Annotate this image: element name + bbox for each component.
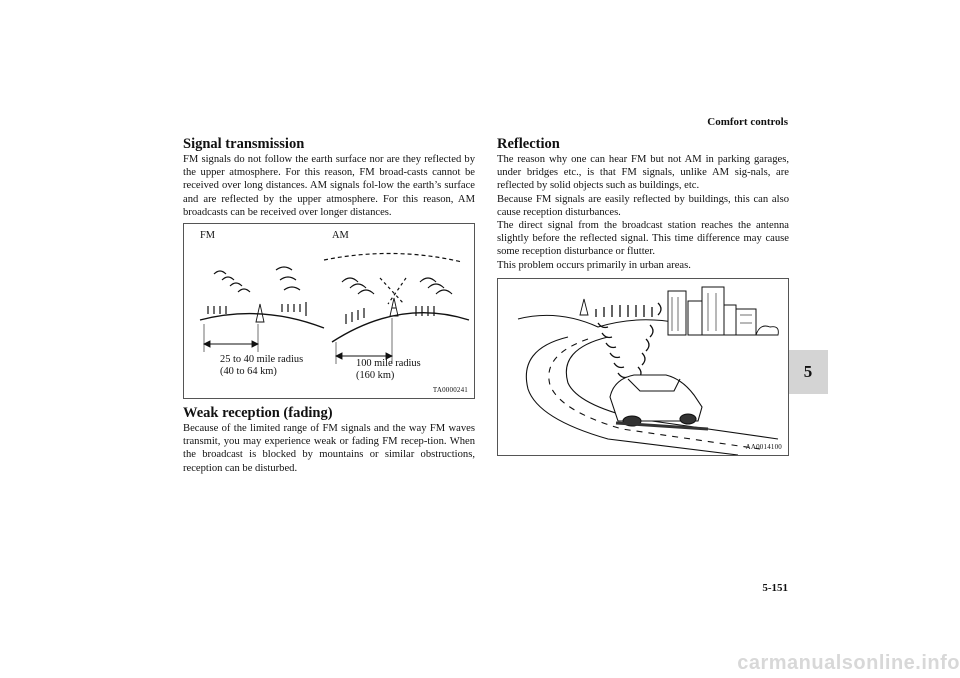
chapter-tab	[788, 350, 828, 394]
heading-weak-reception: Weak reception (fading)	[183, 405, 333, 422]
page-number: 5-151	[762, 582, 788, 594]
reflection-figure	[497, 278, 789, 456]
right-column	[497, 136, 789, 462]
fm-label: FM	[200, 230, 216, 242]
paragraph-weak-reception: Because of the limited range of FM signals and the way FM waves transmit, you may experience weak or fading FM recep-tion. When the broadcast is blocked by mountains or similar obstructions, reception can be disturbed.	[183, 423, 475, 474]
left-column	[183, 136, 475, 475]
reflection-illustration	[498, 279, 788, 455]
paragraph-reflection-3: The direct signal from the broadcast station reaches the antenna slightly before the reflected signal. This time difference may cause some reception disturbance or flutter.	[497, 220, 789, 258]
figure-code: AA0014100	[745, 442, 782, 451]
watermark: carmanualsonline.info	[737, 652, 960, 674]
heading-reflection: Reflection	[497, 136, 560, 152]
heading-signal-transmission: Signal transmission	[183, 136, 305, 152]
fm-radius-km-label: (40 to 64 km)	[220, 366, 277, 378]
paragraph-reflection-2: Because FM signals are easily reflected by buildings, this can also cause reception disturbances.	[497, 193, 789, 218]
paragraph-signal-transmission: FM signals do not follow the earth surface nor are they reflected by the upper atmosphere. For this reason, FM broad-casts cannot be received over long distances. AM signals fol-low the earth’s surface and are reflected by the upper atmosphere. For this reason, AM broadcasts can be received over longer distances.	[183, 154, 475, 218]
am-label: AM	[332, 230, 349, 242]
page-header-title: Comfort controls	[707, 116, 788, 128]
fm-radius-label: 25 to 40 mile radius	[220, 354, 304, 366]
figure-code: TA0000241	[432, 386, 468, 395]
paragraph-reflection-1: The reason why one can hear FM but not AM in parking garages, under bridges etc., is that FM signals, unlike AM sig-nals, are reflected by solid objects such as buildings, etc.	[497, 154, 789, 192]
chapter-number: 5	[803, 362, 813, 381]
fm-am-range-figure	[183, 223, 475, 399]
am-radius-km-label: (160 km)	[356, 370, 395, 382]
am-radius-label: 100 mile radius	[356, 358, 421, 370]
paragraph-reflection-4: This problem occurs primarily in urban areas.	[497, 259, 691, 271]
